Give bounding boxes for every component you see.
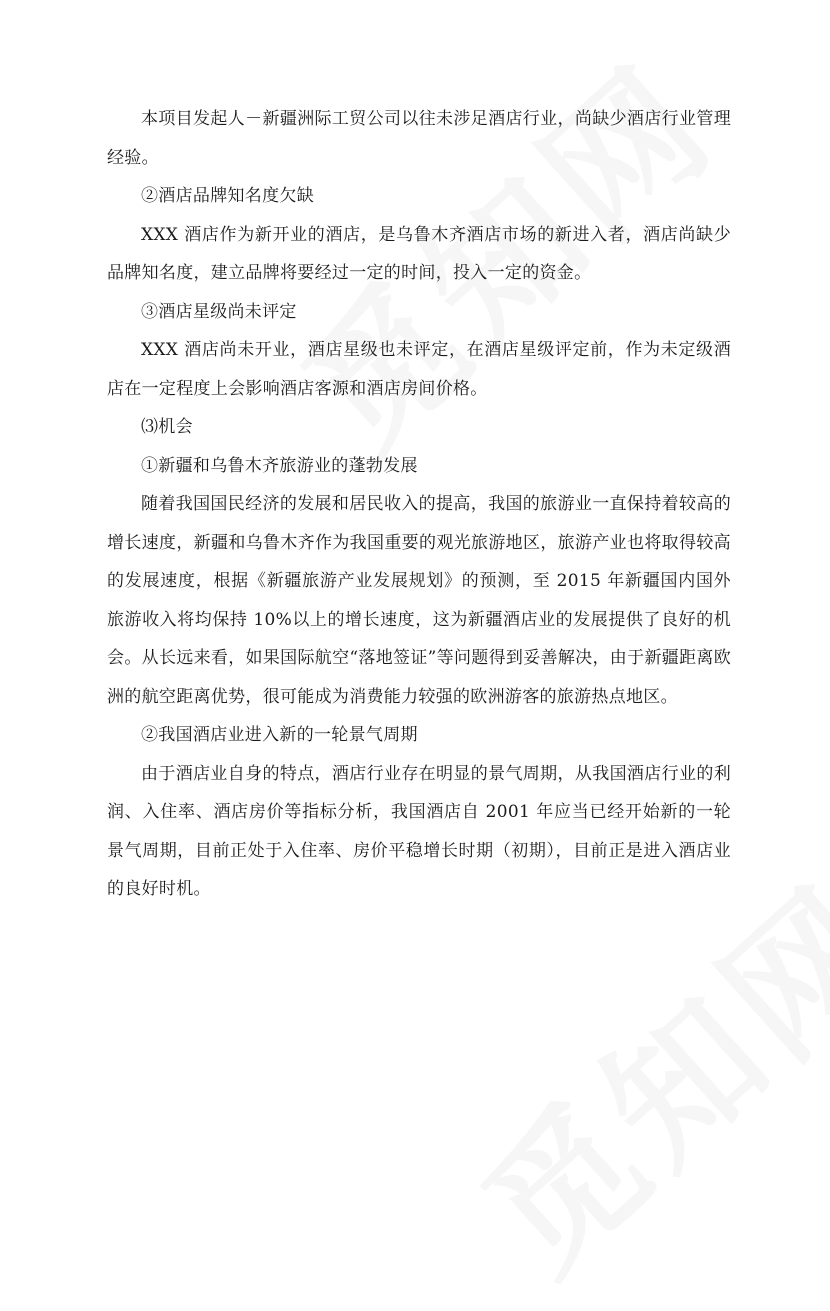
heading-brand-awareness: ②酒店品牌知名度欠缺 bbox=[141, 186, 314, 206]
section-opportunities: ⑶机会 bbox=[141, 417, 193, 437]
heading-star-rating: ③酒店星级尚未评定 bbox=[141, 301, 297, 322]
heading-tourism-growth: ①新疆和乌鲁木齐旅游业的蓬勃发展 bbox=[141, 455, 418, 476]
heading-hotel-cycle: ②我国酒店业进入新的一轮景气周期 bbox=[141, 725, 418, 745]
paragraph-hotel-cycle: 由于酒店业自身的特点，酒店行业存在明显的景气周期，从我国酒店行业的利润、入住率、酒店房价等指标分析，我国酒店自 2001 年应当已经开始新的一轮景气周期，目前正处于入住率、房价平稳增长时期（初期），目前正是进入酒店业的良好时机。 bbox=[107, 763, 731, 899]
paragraph-tourism-growth: 随着我国国民经济的发展和居民收入的提高，我国的旅游业一直保持着较高的增长速度，新疆和乌鲁木齐作为我国重要的观光旅游地区，旅游产业也将取得较高的发展速度，根据《新疆旅游产业发展规划》的预测，至 2015 年新疆国内国外旅游收入将均保持 10%以上的增长速度，这为新疆酒店业的发展提供了良好的机会。从长远来看，如果国际航空“落地签证”等问题得到妥善解决，由于新疆距离欧洲的航空距离优势，很可能成为消费能力较强的欧洲游客的旅游热点地区。 bbox=[107, 494, 731, 707]
paragraph-star-rating: XXX 酒店尚未开业，酒店星级也未评定，在酒店星级评定前，作为未定级酒店在一定程度上会影响酒店客源和酒店房间价格。 bbox=[107, 340, 731, 399]
document-body bbox=[107, 100, 731, 909]
paragraph-brand-awareness: XXX 酒店作为新开业的酒店，是乌鲁木齐酒店市场的新进入者，酒店尚缺少品牌知名度，建立品牌将要经过一定的时间，投入一定的资金。 bbox=[107, 224, 731, 283]
paragraph-no-experience: 本项目发起人－新疆洲际工贸公司以往未涉足酒店行业，尚缺少酒店行业管理经验。 bbox=[107, 109, 731, 168]
